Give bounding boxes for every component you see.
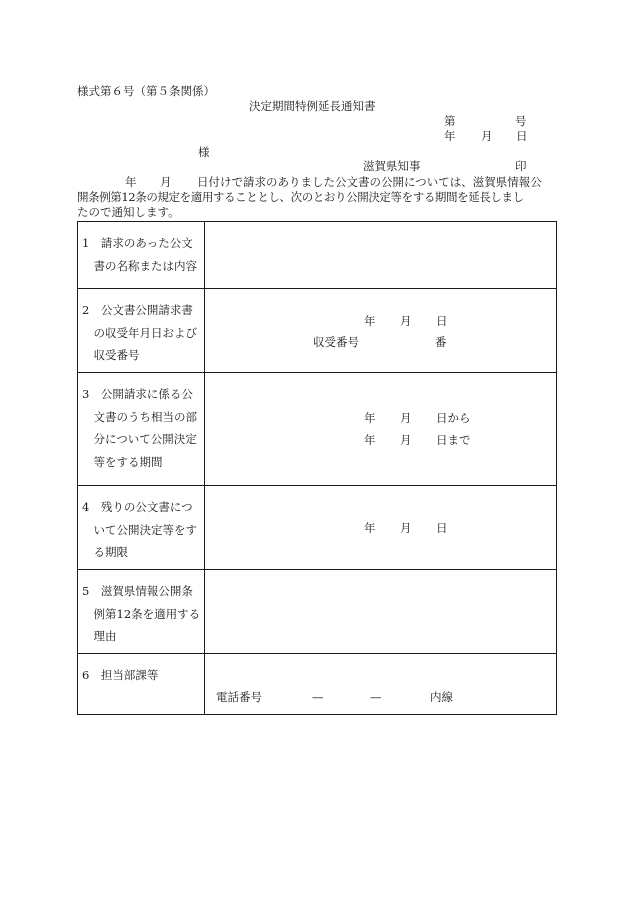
- doc-number-suffix: 号: [515, 114, 527, 128]
- seal-mark: 印: [515, 159, 527, 173]
- row-value-deadline: [205, 486, 557, 570]
- phone-dash-2: —: [370, 690, 382, 704]
- period-from-day: 日から: [436, 411, 471, 425]
- row-value-period: [205, 373, 557, 486]
- row-label-reason: 5 滋賀県情報公開条 例第12条を適用する 理由: [82, 584, 201, 643]
- table-row: [78, 486, 557, 570]
- addressee-honorific: 様: [198, 145, 210, 159]
- body-line-2: 開条例第12条の規定を適用することとし、次のとおり公開決定等をする期間を延長しまし: [77, 190, 524, 204]
- deadline-month: 月: [400, 521, 412, 535]
- deadline-year: 年: [364, 521, 376, 535]
- row-label-department: 6 担当部課等: [82, 668, 159, 682]
- receipt-day-label: 日: [436, 314, 448, 328]
- period-to-year: 年: [364, 433, 376, 447]
- body-line-1: 日付けで請求のありました公文書の公開については、滋賀県情報公: [197, 175, 542, 189]
- period-to-month: 月: [400, 433, 412, 447]
- table-row: [78, 570, 557, 654]
- extension-label: 内線: [430, 690, 453, 704]
- receipt-year-label: 年: [364, 314, 376, 328]
- row-value-reason: [205, 570, 557, 654]
- row-label-document-name: 1 請求のあった公文 書の名称または内容: [82, 236, 197, 273]
- period-from-month: 月: [400, 411, 412, 425]
- body-year-label: 年: [125, 175, 137, 189]
- form-number: 様式第６号（第５条関係）: [77, 84, 215, 98]
- row-label-deadline: 4 残りの公文書につ いて公開決定等をす る期限: [82, 500, 197, 559]
- receipt-number-label: 収受番号: [313, 335, 359, 349]
- row-value-document-name: [205, 222, 557, 289]
- table-row: [78, 654, 557, 715]
- receipt-number-suffix: 番: [435, 335, 447, 349]
- body-month-label: 月: [160, 175, 172, 189]
- body-line-3: たので通知します。: [77, 205, 180, 219]
- doc-number-prefix: 第: [444, 114, 456, 128]
- phone-dash-1: —: [312, 690, 324, 704]
- phone-label: 電話番号: [216, 690, 262, 704]
- row-label-receipt: 2 公文書公開請求書 の収受年月日および 収受番号: [82, 303, 197, 362]
- date-day-label: 日: [516, 129, 528, 143]
- row-value-department: [205, 654, 557, 715]
- table-row: [78, 373, 557, 486]
- table-row: [78, 289, 557, 373]
- document-title: 決定期間特例延長通知書: [249, 99, 376, 113]
- row-label-period: 3 公開請求に係る公 文書のうち相当の部 分について公開決定 等をする期間: [82, 387, 197, 469]
- table-row: [78, 222, 557, 289]
- date-month-label: 月: [481, 129, 493, 143]
- row-value-receipt: [205, 289, 557, 373]
- date-year-label: 年: [444, 129, 456, 143]
- deadline-day: 日: [436, 521, 448, 535]
- period-from-year: 年: [364, 411, 376, 425]
- sender-name: 滋賀県知事: [363, 159, 421, 173]
- notice-table: [77, 221, 557, 715]
- receipt-month-label: 月: [400, 314, 412, 328]
- period-to-day: 日まで: [436, 433, 471, 447]
